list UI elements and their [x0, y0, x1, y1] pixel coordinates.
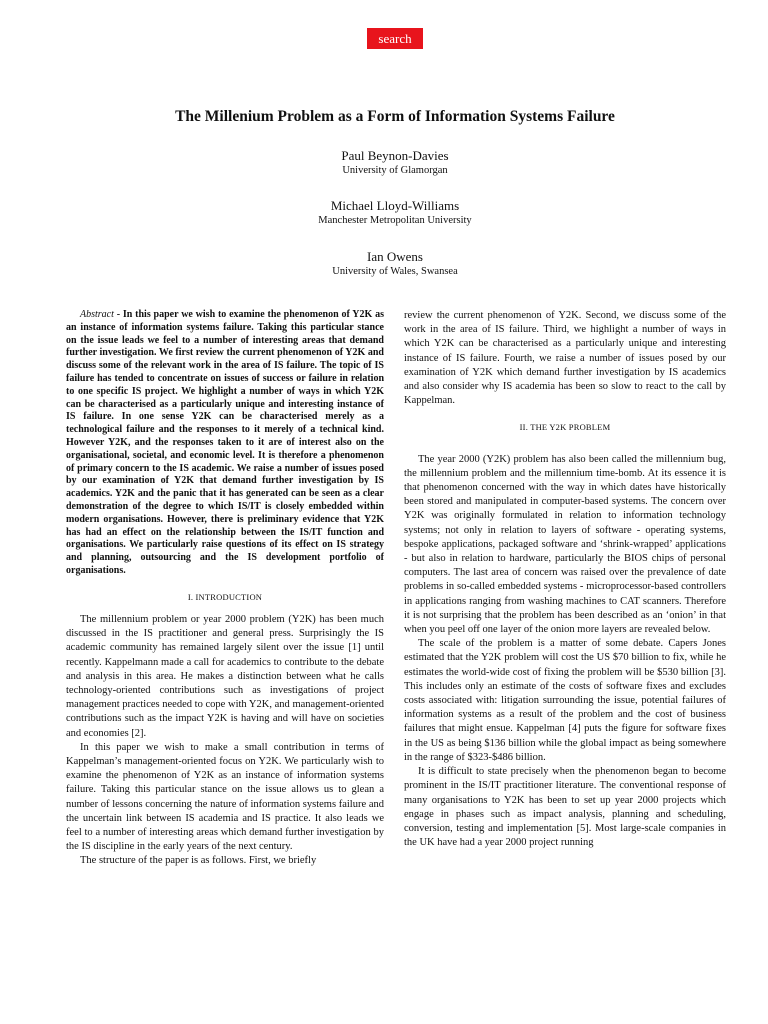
intro-paragraph: In this paper we wish to make a small contribution in terms of Kappelman’s management-oriented focus on Y2K. We particularly wish to examine the phenomenon of Y2K as an instance of information systems failure. Taking this particular stance on the issue allows us to glean a number of lessons concerning the nature of information systems failure and the uncertain link between IS academia and IS practice. It also leads we feel to a number of interesting areas which demand further investigation by the IS discipline in the early years of the next century. [66, 741, 384, 853]
author-affiliation: Manchester Metropolitan University [318, 215, 472, 226]
y2k-paragraph: The year 2000 (Y2K) problem has also been called the millennium bug, the millennium problem and the millennium time-bomb. At its essence it is that phenomenon concerned with the way in which dates have historically been stored and manipulated in computer-based systems. The concern over Y2K was originally formulated in relation to information technology systems; not only in relation to layers of software - operating systems, bespoke applications, packaged software and ‘shrink-wrapped’ applications - but also in relation to hardware, particularly the BIOS chips of personal computers. The last area of concern was raised over the prevalence of date problems in so-called embedded systems - microprocessor-based controllers in applications ranging from washing machines to CAT scanners. Therefore it is not surprising that the problem has been described as an ‘onion’ in that when you peel off one layer of the onion more layers are revealed below. [404, 453, 726, 636]
y2k-paragraph: It is difficult to state precisely when the phenomenon began to become prominent in the IS/IT practitioner literature. The conventional response of many organisations to Y2K has been to set up year 2000 projects which engage in phases such as impact analysis, planning and scheduling, conversion, testing and implementation [5]. Most large-scale companies in the UK have had a year 2000 project running [404, 766, 726, 849]
author-affiliation: University of Glamorgan [342, 165, 448, 176]
author-block [0, 198, 768, 228]
section-heading-y2k-problem: II. THE Y2K PROBLEM [519, 422, 611, 433]
abstract [66, 309, 384, 578]
author-name: Michael Lloyd-Williams [330, 198, 460, 213]
intro-paragraph: The structure of the paper is as follows. First, we briefly [80, 855, 317, 867]
author-affiliation: University of Wales, Swansea [332, 266, 458, 277]
author-name: Ian Owens [367, 249, 423, 264]
abstract-lead: Abstract [80, 309, 114, 320]
left-column [66, 309, 384, 869]
section-heading-introduction: I. INTRODUCTION [187, 591, 263, 602]
right-column [404, 309, 726, 850]
paper-title: The Millenium Problem as a Form of Information Systems Failure [175, 108, 615, 125]
intro-paragraph: The millennium problem or year 2000 problem (Y2K) has been much discussed in the IS practitioner and general press. Surprisingly the IS academic community has remained largely silent over the issue [1] until recently. Kappelmann made a call for academics to contribute to the debate and analysis in this area. He makes a distinction between what he calls technology-oriented contributions such as investigations of project management practices needed to cope with Y2K, and management-oriented contributions such as the impact Y2K is having and will have on societies and economies [2]. [66, 613, 384, 739]
y2k-paragraph: The scale of the problem is a matter of some debate. Capers Jones estimated that the Y2K problem will cost the US $70 billion to fix, while he estimates the world-wide cost of fixing the problem will be $530 billion [3]. This includes only an estimate of the costs of software fixes and excludes costs associated with: litigation surrounding the issue, potential failures of information systems as a result of the problem and the cost of business failures that might ensue. Kappelman [4] puts the figure for software fixes in the US as being $136 billion while the global impact as being somewhere in the range of $323-$486 billion. [404, 638, 726, 763]
author-block [0, 148, 768, 178]
author-block [0, 249, 768, 279]
intro-continuation: review the current phenomenon of Y2K. Second, we discuss some of the work in the area of IS failure. Third, we highlight a number of ways in which Y2K can be characterised as a particularly unique and interesting instance of IS failure. Fourth, we raise a number of issues posed by our examination of Y2K which demand further investigation by IS academics and also consider why IS academia has been so slow to react to the call by Kappelman. [404, 310, 726, 407]
author-name: Paul Beynon-Davies [341, 148, 449, 163]
abstract-body: - In this paper we wish to examine the phenomenon of Y2K as an instance of information systems failure. Taking this particular stance on the issue leads we feel to a number of interesting areas that demand further investigation. We first review the current phenomenon of Y2K and discuss some of the relevant work in the area of IS failure. The topic of IS failure has tended to concentrate on issues of success or failure in relation to one specific IS project. We highlight a number of ways in which Y2K can be characterised as a particularly unique and interesting instance of IS failure. In one sense Y2K can be characterised merely as a technological failure and the responses to it merely of a technical kind. However Y2K, and the responses taken to it are of interest also on the organisational, societal, and economic level. It is therefore a phenomenon of primary concern to the IS academic. We raise a number of issues posed by our examination of Y2K that demand further investigation by IS academics. Y2K and the panic that it has generated can be seen as a clear demonstration of the degree to which IS/IT is closely embedded within modern organisations. However, there is preliminary evidence that Y2K has had an effect on the relationship between the IS/IT function and organisations. We particularly raise questions of its effect on IS strategy and planning, outsourcing and the IS development portfolio of organisations. [66, 309, 384, 576]
search-button[interactable]: search [367, 28, 423, 49]
